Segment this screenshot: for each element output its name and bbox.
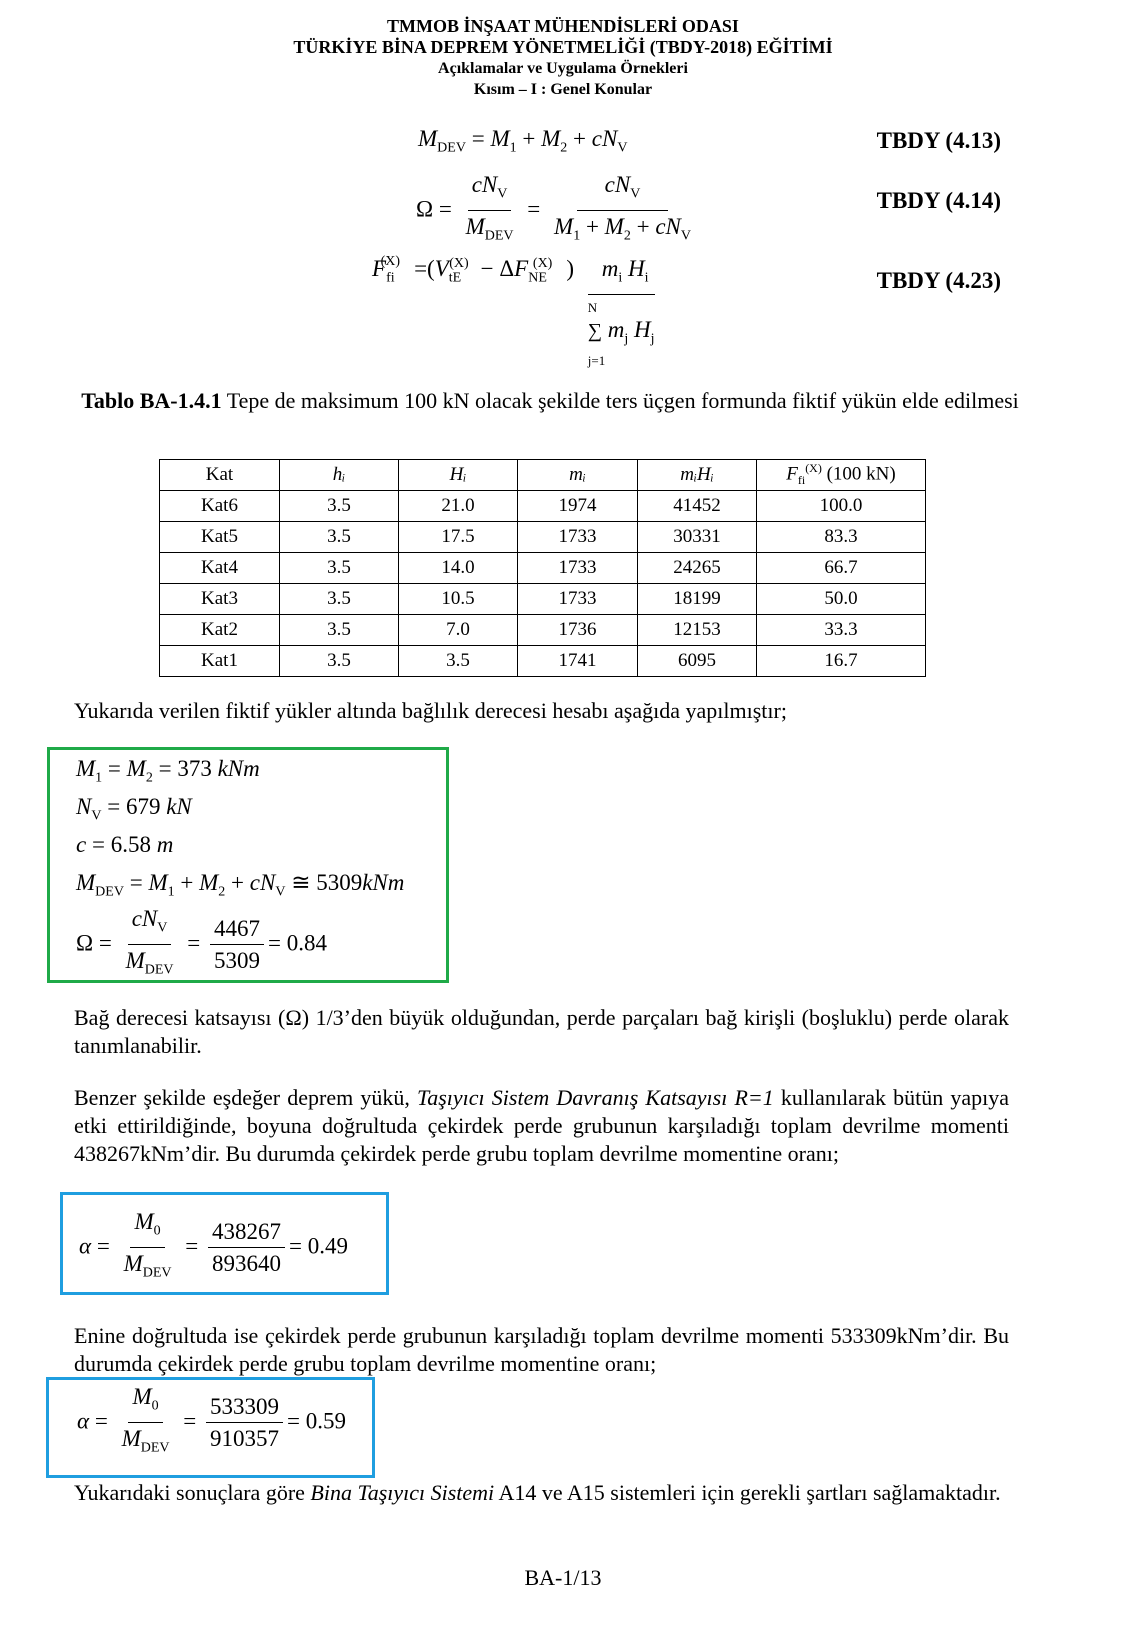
paragraph-coupling-ratio: Bağ derecesi katsayısı (Ω) 1/3’den büyük olduğundan, perde parçaları bağ kirişli (boşluklu) perde olarak tanımlanabilir. (74, 1005, 1009, 1058)
cell-Hi: 14.0 (399, 553, 518, 584)
cell-ffi: 83.3 (757, 522, 926, 553)
calc-m-value: 373 (177, 756, 212, 781)
table-caption (70, 387, 1030, 414)
cell-hi: 3.5 (280, 584, 399, 615)
alpha2-result: 0.59 (305, 1408, 346, 1434)
header-org: TMMOB İNŞAAT MÜHENDİSLERİ ODASI (387, 16, 739, 36)
header-ffi: $F_{fi}^{(X)}$ (100 kN) (757, 460, 926, 491)
cell-hi: 3.5 (280, 522, 399, 553)
cell-mi: 1733 (518, 553, 638, 584)
cell-miHi: 41452 (638, 491, 757, 522)
alpha1-result: 0.49 (307, 1233, 348, 1259)
cell-kat: Kat5 (160, 522, 280, 553)
table-row (160, 615, 926, 646)
cell-ffi: 33.3 (757, 615, 926, 646)
table-caption-label: Tablo BA-1.4.1 (81, 388, 222, 413)
cell-ffi: 66.7 (757, 553, 926, 584)
calculation-box (47, 747, 449, 983)
alpha1-numerator: 438267 (208, 1219, 285, 1248)
cell-hi: 3.5 (280, 553, 399, 584)
table-header-row (160, 460, 926, 491)
equation-tag-4-23: TBDY (4.23) (876, 268, 1001, 293)
structural-system-term: Bina Taşıyıcı Sistemi (310, 1480, 495, 1505)
omega-numerator: 4467 (210, 916, 264, 945)
table-row (160, 646, 926, 677)
calc-c: c = 6.58 m (76, 832, 174, 857)
alpha-longitudinal-formula: α = $\frac{M_0}{M_{DEV}}$ = $\frac{438267}{893640}$ = 0.49 (79, 1209, 348, 1281)
header-mi: mᵢ (518, 460, 638, 491)
cell-ffi: 100.0 (757, 491, 926, 522)
table-row (160, 491, 926, 522)
calc-c-value: 6.58 (110, 832, 151, 857)
alpha1-denominator: 893640 (212, 1250, 281, 1276)
header-course: TÜRKİYE BİNA DEPREM YÖNETMELİĞİ (TBDY-2018) EĞİTİMİ (293, 37, 833, 57)
cell-mi: 1736 (518, 615, 638, 646)
alpha2-denominator: 910357 (210, 1425, 279, 1451)
cell-kat: Kat2 (160, 615, 280, 646)
cell-kat: Kat1 (160, 646, 280, 677)
document-header (0, 16, 1126, 100)
calc-nv-value: 679 (125, 794, 161, 819)
cell-ffi: 16.7 (757, 646, 926, 677)
alpha-transverse-box (46, 1377, 375, 1478)
calc-nv: $N_V = 679$ kN (76, 794, 192, 824)
table-caption-text: Tepe de maksimum 100 kN olacak şekilde ters üçgen formunda fiktif yükün elde edilmesi (221, 388, 1019, 413)
equation-4-14: Ω = $\frac{cN_V}{M_{DEV}}$ = $\frac{cN_V}{M_1 + M_2 + cN_V}$ (416, 172, 692, 244)
cell-mi: 1974 (518, 491, 638, 522)
alpha-transverse-formula: α = $\frac{M_0}{M_{DEV}}$ = $\frac{533309}{910357}$ = 0.59 (77, 1384, 346, 1456)
cell-ffi: 50.0 (757, 584, 926, 615)
cell-kat: Kat3 (160, 584, 280, 615)
header-ffi-unit: (100 kN) (826, 463, 896, 485)
system-coefficient-term: Taşıyıcı Sistem Davranış Katsayısı R=1 (417, 1085, 774, 1110)
paragraph-longitudinal: Benzer şekilde eşdeğer deprem yükü, Taşıyıcı Sistem Davranış Katsayısı R=1 kullanılarak bütün yapıya etki ettirildiğinde, boyuna doğrultuda çekirdek perde grubunun karşıladığı toplam devrilme momenti 438267kNm’dir. Bu durumda çekirdek perde grubu toplam devrilme momentine oranı; (74, 1085, 1010, 1166)
cell-Hi: 10.5 (399, 584, 518, 615)
header-hi: hᵢ (280, 460, 399, 491)
equation-tag-4-14: TBDY (4.14) (876, 188, 1001, 213)
cell-miHi: 12153 (638, 615, 757, 646)
equation-tag-4-13: TBDY (4.13) (876, 128, 1001, 153)
header-kat: Kat (160, 460, 280, 491)
cell-miHi: 30331 (638, 522, 757, 553)
cell-hi: 3.5 (280, 615, 399, 646)
cell-kat: Kat6 (160, 491, 280, 522)
cell-hi: 3.5 (280, 491, 399, 522)
table-row (160, 553, 926, 584)
cell-mi: 1733 (518, 522, 638, 553)
calc-mdev: $M_{DEV} = M_1 + M_2 + cN_V$ ≅ 5309kNm (76, 870, 405, 900)
calc-m1-m2: $M_1 = M_2 = 373$ kNm (76, 756, 260, 786)
equation-4-13: $M_{DEV} = M_1 + M_2 + cN_V$ (418, 126, 628, 156)
omega-result: 0.84 (286, 930, 327, 956)
omega-denominator: 5309 (214, 947, 261, 973)
cell-Hi: 17.5 (399, 522, 518, 553)
table-row (160, 522, 926, 553)
paragraph-conclusion: Yukarıdaki sonuçlara göre Bina Taşıyıcı Sistemi A14 ve A15 sistemleri için gerekli şartları sağlamaktadır. (74, 1480, 1001, 1505)
calc-mdev-value: 5309 (316, 870, 363, 895)
cell-hi: 3.5 (280, 646, 399, 677)
alpha-longitudinal-box (60, 1192, 389, 1295)
equation-4-23: $F_{fi}^{(X)} =(V_{tE}^{(X)} - \Delta F_{NE}^{(X)}$ ) $m_i$ $H_i$ N ∑ $m_j$ $H_j$ j=1 (372, 254, 655, 369)
cell-mi: 1733 (518, 584, 638, 615)
page-number: BA-1/13 (524, 1565, 602, 1590)
table-row (160, 584, 926, 615)
header-subtitle: Açıklamalar ve Uygulama Örnekleri (438, 60, 688, 77)
cell-Hi: 7.0 (399, 615, 518, 646)
cell-mi: 1741 (518, 646, 638, 677)
calc-omega: Ω = $\frac{cN_V}{M_{DEV}}$ = $\frac{4467}{5309}$ = 0.84 (76, 906, 327, 978)
cell-kat: Kat4 (160, 553, 280, 584)
cell-Hi: 3.5 (399, 646, 518, 677)
header-Hi: Hᵢ (399, 460, 518, 491)
fictitious-load-table (159, 459, 926, 677)
paragraph-transverse: Enine doğrultuda ise çekirdek perde grubunun karşıladığı toplam devrilme momenti 533309kNm’dir. Bu durumda çekirdek perde grubu toplam devrilme momentine oranı; (74, 1323, 1009, 1376)
cell-miHi: 24265 (638, 553, 757, 584)
cell-miHi: 6095 (638, 646, 757, 677)
cell-Hi: 21.0 (399, 491, 518, 522)
header-part: Kısım – I : Genel Konular (473, 81, 653, 98)
cell-miHi: 18199 (638, 584, 757, 615)
paragraph-intro-calc: Yukarıda verilen fiktif yükler altında bağlılık derecesi hesabı aşağıda yapılmıştır; (74, 698, 787, 723)
header-miHi: mᵢHᵢ (638, 460, 757, 491)
alpha2-numerator: 533309 (206, 1394, 283, 1423)
